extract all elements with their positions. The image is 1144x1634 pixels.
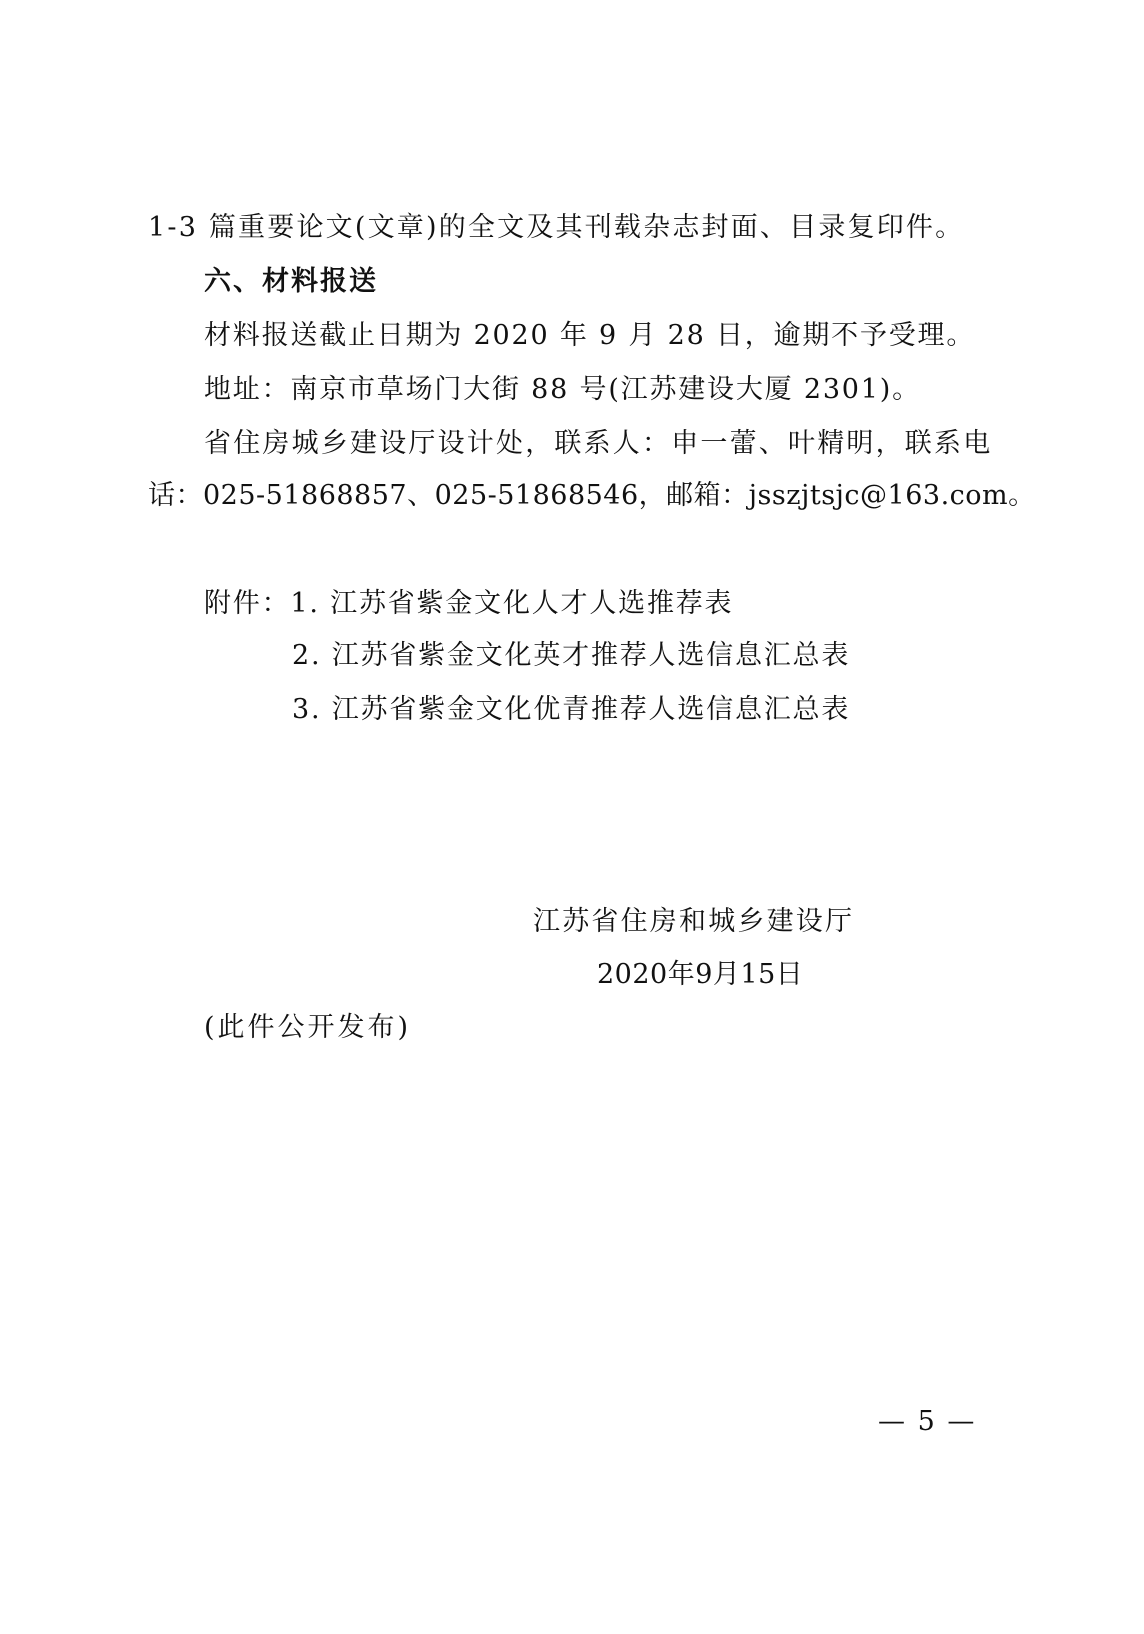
- attachment-item-1: 附件：1. 江苏省紫金文化人才人选推荐表: [204, 588, 734, 619]
- deadline-paragraph: 材料报送截止日期为 2020 年 9 月 28 日，逾期不予受理。: [204, 320, 976, 351]
- attachment-item-3: 3. 江苏省紫金文化优青推荐人选信息汇总表: [292, 694, 851, 725]
- page-number: — 5 —: [878, 1406, 977, 1437]
- issuer-name: 江苏省住房和城乡建设厅: [533, 906, 855, 937]
- section-heading: 六、材料报送: [204, 266, 378, 297]
- contact-paragraph-line-2: 话：025-51868857、025-51868546，邮箱：jsszjtsjc@163.com。: [148, 480, 1036, 511]
- publication-note: (此件公开发布): [204, 1012, 412, 1043]
- paragraph-continuation: 1-3 篇重要论文(文章)的全文及其刊载杂志封面、目录复印件。: [148, 212, 965, 243]
- attachment-item-2: 2. 江苏省紫金文化英才推荐人选信息汇总表: [292, 640, 851, 671]
- issue-date: 2020年9月15日: [597, 959, 804, 990]
- contact-paragraph-line-1: 省住房城乡建设厅设计处，联系人：申一蕾、叶精明，联系电: [204, 428, 993, 459]
- address-paragraph: 地址：南京市草场门大街 88 号(江苏建设大厦 2301)。: [204, 374, 921, 405]
